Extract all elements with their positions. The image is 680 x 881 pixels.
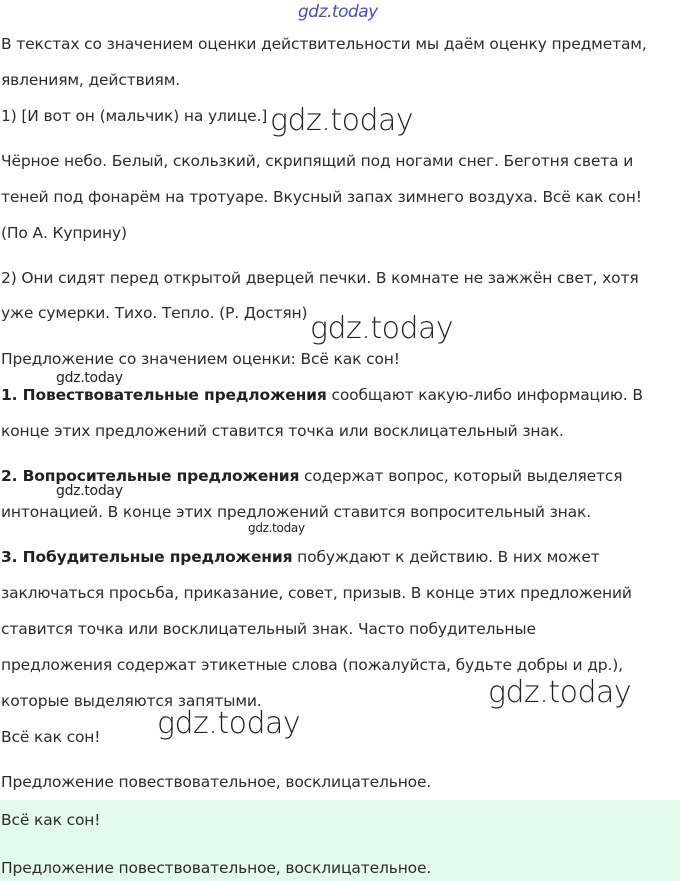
watermark: gdz.today <box>310 311 454 346</box>
answer-box <box>0 800 680 881</box>
paragraph-line: интонацией. В конце этих предложений ставится вопросительный знак. <box>1 503 591 521</box>
paragraph-line: явлениям, действиям. <box>1 71 181 89</box>
term-bold: 1. Повествовательные предложения <box>1 386 327 404</box>
watermark: gdz.today <box>248 521 305 535</box>
definition-text: побуждают к действию. В них может <box>292 548 600 566</box>
source-citation: (По А. Куприну) <box>1 224 127 242</box>
paragraph-line: В текстах со значением оценки действительности мы даём оценку предметам, <box>1 35 647 53</box>
paragraph-line: Всё как сон! <box>1 728 101 746</box>
definition-text: сообщают какую-либо информацию. В <box>326 386 643 404</box>
paragraph-line: Чёрное небо. Белый, скользкий, скрипящий под ногами снег. Беготня света и <box>1 152 634 170</box>
paragraph-line: 2) Они сидят перед открытой дверцей печки. В комнате не зажжён свет, хотя <box>1 269 639 287</box>
term-bold: 2. Вопросительные предложения <box>1 467 300 485</box>
watermark: gdz.today <box>56 370 123 386</box>
paragraph-line: теней под фонарём на тротуаре. Вкусный запах зимнего воздуха. Всё как сон! <box>1 188 642 206</box>
watermark: gdz.today <box>488 675 632 710</box>
paragraph-line: предложения содержат этикетные слова (пожалуйста, будьте добры и др.), <box>1 656 623 674</box>
paragraph-line: заключаться просьба, приказание, совет, призыв. В конце этих предложений <box>1 584 632 602</box>
paragraph-line: уже сумерки. Тихо. Тепло. (Р. Достян) <box>1 304 308 322</box>
paragraph-line: конце этих предложений ставится точка или восклицательный знак. <box>1 422 564 440</box>
definition-line <box>1 385 643 405</box>
term-bold: 3. Побудительные предложения <box>1 548 293 566</box>
answer-analysis: Предложение повествовательное, восклицательное. <box>1 859 432 877</box>
watermark-top: gdz.today <box>298 2 378 22</box>
definition-line <box>1 466 622 486</box>
paragraph-line: Предложение со значением оценки: Всё как сон! <box>1 350 400 368</box>
watermark: gdz.today <box>56 483 123 499</box>
answer-sentence: Всё как сон! <box>1 811 101 829</box>
paragraph-line: которые выделяются запятыми. <box>1 692 262 710</box>
definition-text: содержат вопрос, который выделяется <box>299 467 623 485</box>
example-heading: 1) [И вот он (мальчик) на улице.] <box>1 107 268 125</box>
watermark: gdz.today <box>157 706 301 741</box>
watermark: gdz.today <box>270 103 414 138</box>
paragraph-line: ставится точка или восклицательный знак. Часто побудительные <box>1 620 536 638</box>
paragraph-line: Предложение повествовательное, восклицательное. <box>1 773 432 791</box>
definition-line <box>1 547 600 567</box>
